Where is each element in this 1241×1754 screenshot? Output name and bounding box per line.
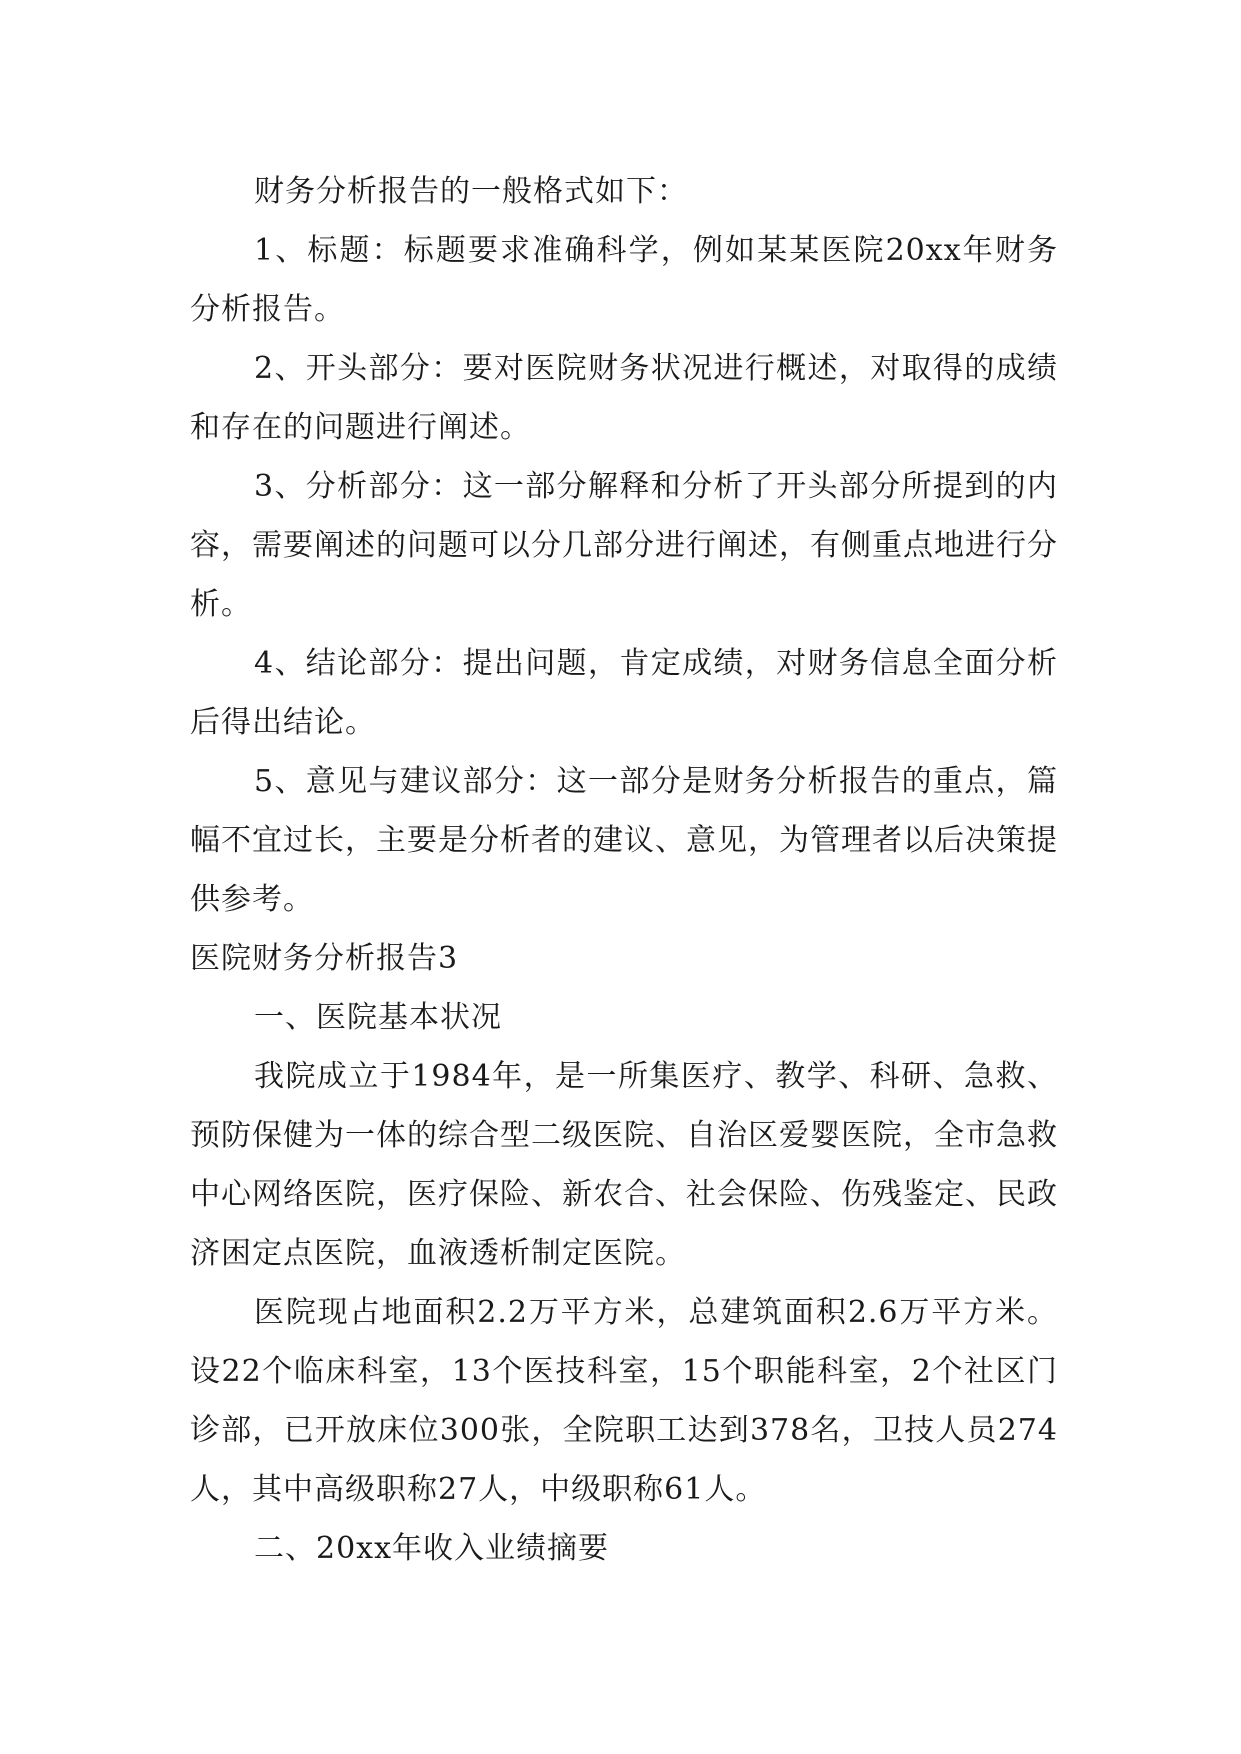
paragraph-suggestion-rule: 5、意见与建议部分：这一部分是财务分析报告的重点，篇幅不宜过长，主要是分析者的建议、意见，为管理者以后决策提供参考。 xyxy=(190,764,1058,917)
paragraph-opening-rule: 2、开头部分：要对医院财务状况进行概述，对取得的成绩和存在的问题进行阐述。 xyxy=(190,351,1058,445)
section-heading-basic-status: 一、医院基本状况 xyxy=(254,1000,502,1035)
paragraph-format-intro: 财务分析报告的一般格式如下： xyxy=(254,174,688,209)
section-heading-income-summary: 二、20xx年收入业绩摘要 xyxy=(254,1531,610,1566)
paragraph-analysis-rule: 3、分析部分：这一部分解释和分析了开头部分所提到的内容，需要阐述的问题可以分几部分进行阐述，有侧重点地进行分析。 xyxy=(190,469,1058,622)
paragraph-title-rule: 1、标题：标题要求准确科学，例如某某医院20xx年财务分析报告。 xyxy=(190,233,1058,327)
document-body xyxy=(190,162,1058,1578)
paragraph-hospital-founding: 我院成立于1984年，是一所集医疗、教学、科研、急救、预防保健为一体的综合型二级医院、自治区爱婴医院，全市急救中心网络医院，医疗保险、新农合、社会保险、伤残鉴定、民政济困定点医院，血液透析制定医院。 xyxy=(190,1059,1058,1271)
section-title: 医院财务分析报告3 xyxy=(190,941,459,976)
paragraph-hospital-scale: 医院现占地面积2.2万平方米，总建筑面积2.6万平方米。设22个临床科室，13个医技科室，15个职能科室，2个社区门诊部，已开放床位300张，全院职工达到378名，卫技人员274人，其中高级职称27人，中级职称61人。 xyxy=(190,1295,1058,1507)
paragraph-conclusion-rule: 4、结论部分：提出问题，肯定成绩，对财务信息全面分析后得出结论。 xyxy=(190,646,1058,740)
